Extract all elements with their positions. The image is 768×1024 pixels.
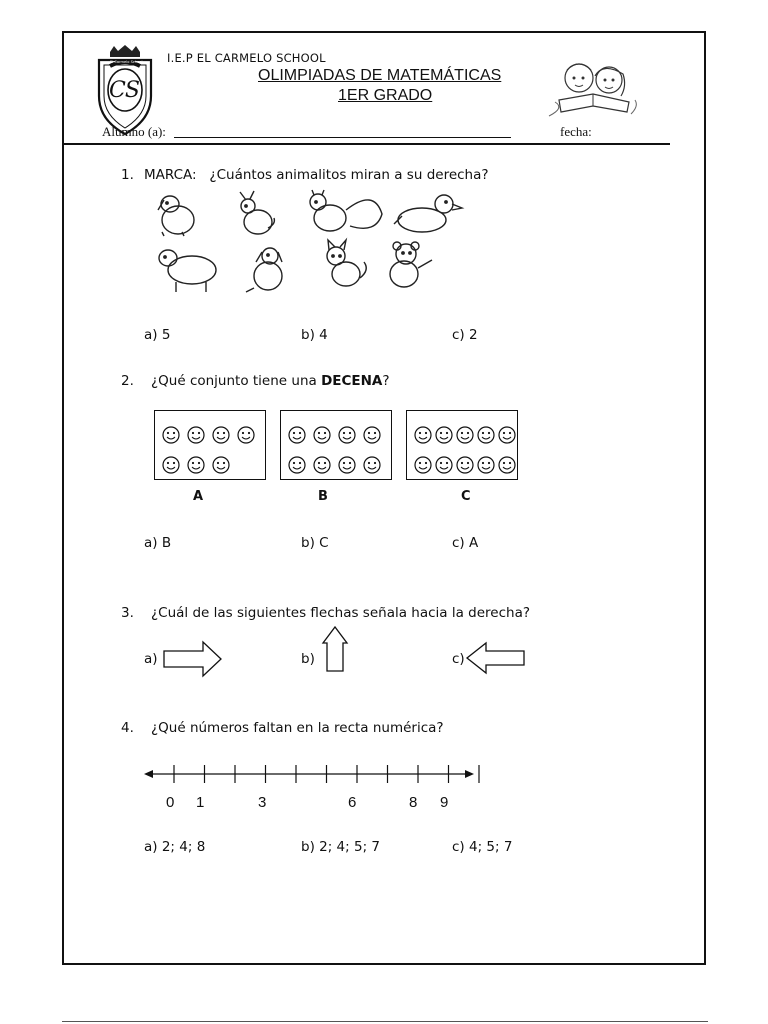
animal-cat-icon bbox=[327, 240, 366, 286]
student-name-line[interactable] bbox=[174, 137, 511, 138]
smiley-face-icon bbox=[457, 457, 473, 473]
smiley-face-icon bbox=[314, 427, 330, 443]
smiley-face-icon bbox=[289, 427, 305, 443]
question-2-text-post: ? bbox=[382, 373, 390, 389]
number-line-label-8: 8 bbox=[409, 794, 418, 811]
set-a-box[interactable] bbox=[154, 410, 266, 480]
animal-puppy-icon bbox=[158, 196, 194, 236]
number-line-label-3: 3 bbox=[258, 794, 267, 811]
number-line bbox=[143, 762, 475, 792]
question-1-text: MARCA: ¿Cuántos animalitos miran a su derecha? bbox=[144, 167, 489, 183]
animal-squirrel-icon bbox=[310, 190, 382, 231]
smiley-face-icon bbox=[499, 427, 515, 443]
smiley-face-icon bbox=[364, 457, 380, 473]
question-2-text-bold: DECENA bbox=[321, 373, 383, 389]
smiley-face-icon bbox=[415, 427, 431, 443]
logo-text: CS bbox=[109, 78, 139, 103]
set-a-smileys bbox=[155, 411, 265, 483]
q4-option-c[interactable]: c) 4; 5; 7 bbox=[452, 839, 513, 855]
smiley-face-icon bbox=[163, 427, 179, 443]
set-b-label: B bbox=[318, 489, 328, 504]
smiley-face-icon bbox=[289, 457, 305, 473]
smiley-face-icon bbox=[188, 457, 204, 473]
smiley-face-icon bbox=[478, 457, 494, 473]
animal-duck-icon bbox=[394, 195, 462, 232]
number-line-label-0: 0 bbox=[166, 794, 175, 811]
set-a-label: A bbox=[193, 489, 204, 504]
school-logo bbox=[96, 44, 154, 136]
page-title: OLIMPIADAS DE MATEMÁTICAS bbox=[258, 67, 502, 84]
set-c-box[interactable] bbox=[406, 410, 518, 480]
smiley-face-icon bbox=[436, 427, 452, 443]
q4-option-b[interactable]: b) 2; 4; 5; 7 bbox=[301, 839, 381, 855]
kids-reading-illustration bbox=[545, 56, 641, 120]
smiley-face-icon bbox=[364, 427, 380, 443]
q2-option-b[interactable]: b) C bbox=[301, 535, 329, 551]
smiley-face-icon bbox=[213, 457, 229, 473]
arrow-up-icon[interactable] bbox=[322, 626, 348, 676]
q2-option-a[interactable]: a) B bbox=[144, 535, 172, 551]
page-subtitle: 1ER GRADO bbox=[338, 87, 433, 104]
q2-option-c[interactable]: c) A bbox=[452, 535, 479, 551]
q1-option-b[interactable]: b) 4 bbox=[301, 327, 328, 343]
school-name: I.E.P EL CARMELO SCHOOL bbox=[167, 51, 326, 65]
arrow-right-icon[interactable] bbox=[163, 641, 223, 681]
smiley-face-icon bbox=[339, 427, 355, 443]
set-b-smileys bbox=[281, 411, 391, 483]
animal-lamb-icon bbox=[159, 250, 216, 292]
arrow-left-icon[interactable] bbox=[466, 642, 526, 678]
smiley-face-icon bbox=[436, 457, 452, 473]
smiley-face-icon bbox=[238, 427, 254, 443]
header-divider bbox=[62, 143, 670, 145]
animal-teddy-icon bbox=[390, 242, 432, 287]
student-label: Alumno (a): bbox=[102, 124, 166, 139]
question-3-number: 3. bbox=[121, 605, 134, 621]
smiley-face-icon bbox=[415, 457, 431, 473]
smiley-face-icon bbox=[188, 427, 204, 443]
question-4-text: ¿Qué números faltan en la recta numérica? bbox=[151, 720, 444, 736]
set-c-smileys bbox=[407, 411, 517, 483]
number-line-label-1: 1 bbox=[196, 794, 205, 811]
date-label: fecha: bbox=[560, 124, 592, 139]
smiley-face-icon bbox=[499, 457, 515, 473]
animal-dog-sitting-icon bbox=[246, 248, 282, 292]
q4-option-a[interactable]: a) 2; 4; 8 bbox=[144, 839, 206, 855]
animals-illustration bbox=[150, 190, 480, 298]
smiley-face-icon bbox=[339, 457, 355, 473]
number-line-label-6: 6 bbox=[348, 794, 357, 811]
question-2-number: 2. bbox=[121, 373, 134, 389]
smiley-face-icon bbox=[314, 457, 330, 473]
animal-rabbit-icon bbox=[240, 191, 274, 234]
question-2-text-pre: ¿Qué conjunto tiene una bbox=[151, 373, 322, 389]
number-line-label-9: 9 bbox=[440, 794, 449, 811]
q3-option-a[interactable]: a) bbox=[144, 651, 158, 667]
set-c-label: C bbox=[461, 489, 471, 504]
bottom-rule bbox=[62, 1021, 708, 1022]
smiley-face-icon bbox=[478, 427, 494, 443]
smiley-set-svg bbox=[155, 411, 265, 479]
q3-option-c[interactable]: c) bbox=[452, 651, 465, 667]
q1-option-c[interactable]: c) 2 bbox=[452, 327, 478, 343]
set-b-box[interactable] bbox=[280, 410, 392, 480]
smiley-face-icon bbox=[457, 427, 473, 443]
smiley-face-icon bbox=[213, 427, 229, 443]
question-3-text: ¿Cuál de las siguientes flechas señala hacia la derecha? bbox=[151, 605, 531, 621]
logo-ring-text: El Carmelo School bbox=[110, 60, 143, 64]
question-2-text bbox=[151, 373, 390, 389]
question-4-number: 4. bbox=[121, 720, 134, 736]
smiley-set-svg bbox=[281, 411, 391, 479]
q1-option-a[interactable]: a) 5 bbox=[144, 327, 171, 343]
smiley-face-icon bbox=[163, 457, 179, 473]
smiley-set-svg bbox=[407, 411, 517, 479]
question-1-number: 1. bbox=[121, 167, 134, 183]
q3-option-b[interactable]: b) bbox=[301, 651, 315, 667]
